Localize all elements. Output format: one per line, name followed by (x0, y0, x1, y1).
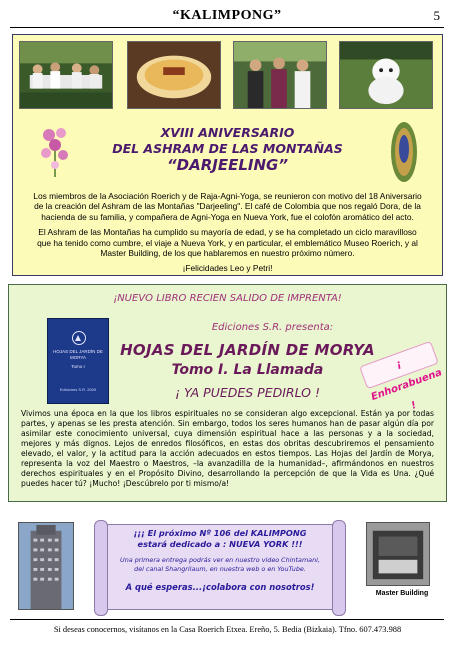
photo-dog (339, 41, 433, 109)
anniversary-line-3: “DARJEELING” (166, 156, 288, 174)
book-title: HOJAS DEL JARDÍN DE MORYA (120, 341, 375, 359)
page-number: 5 (433, 8, 440, 23)
book-headline: ¡NUEVO LIBRO RECIEN SALIDO DE IMPRENTA! (113, 293, 342, 304)
scroll-roll-left (94, 520, 108, 616)
book-cover-edition: Ediciones S.R. 2009 (59, 387, 97, 392)
header-divider (10, 27, 444, 28)
footer-divider (10, 619, 444, 620)
next-issue-line-4: del canal Shangrilaum, en nuestra web o en YouTube. (134, 565, 306, 573)
photo-cake (127, 41, 221, 109)
book-promo-section (8, 284, 447, 502)
anniversary-section (12, 34, 443, 276)
book-volume: Tomo I. La Llamada (171, 362, 324, 378)
book-cover-subtitle: Tomo I (71, 364, 85, 369)
next-issue-announcement (110, 528, 330, 550)
book-call-to-action: ¡ YA PUEDES PEDIRLO ! (174, 385, 321, 400)
anniversary-paragraph-2: El Ashram de las Montañas ha cumplido su mayoría de edad, y se ha completado un ciclo maravilloso que ha tenido como cumbre, el viaje a Nueva York, y en particular, el emblemático Museo Roerich, y al Master Building, de los que hablaremos en nuestro próximo número. (37, 227, 418, 259)
book-cover-title: HOJAS DEL JARDÍN DE MORYA (53, 349, 103, 360)
congrats-badge: ¡ Enhorabuena ! (359, 341, 439, 390)
anniversary-title (73, 125, 382, 173)
photo-group-garden (19, 41, 113, 109)
page-header (10, 6, 444, 28)
anniversary-line-1: XVIII ANIVERSARIO (160, 125, 295, 140)
master-building-caption: Master Building (375, 590, 429, 597)
photo-master-building (366, 522, 430, 586)
next-issue-cta: A qué esperas...¡colabora con nosotros! (125, 582, 315, 592)
next-issue-video-note (110, 556, 330, 574)
anniversary-paragraph-1: Los miembros de la Asociación Roerich y de Raja-Agni-Yoga, se reunieron con motivo del 18 Aniversario de la creación del Ashram de las Montañas "Darjeeling". El café de Colombia que nos regaló Dora, de la hacienda de su familia, y compañera de Agni-Yoga en Nueva York, fue el colofón aromático del acto. (33, 191, 422, 222)
book-logo-icon (72, 331, 86, 345)
next-issue-line-3: Una primera entrega podrás ver en nuestro video Chintamani, (120, 556, 320, 564)
book-cover (47, 318, 109, 404)
scroll-roll-right (332, 520, 346, 616)
footer-contact: Si deseas conocernos, visítanos en la Casa Roerich Etxea. Ereño, 5. Bedia (Bizkaia). Tfno. 607.473.988 (53, 625, 402, 634)
book-description: Vivimos una época en la que los libros espirituales no se consideran algo excepcional. Están ya por todas partes, y apenas se les presta atención. Sin embargo, todos los seres humanos han de pasar algún día por asimilar este conocimiento universal, cuya dimensión espiritual hace a las personas y a la sociedad, mejores y más dignos. Lejos de enredos filosóficos, en estas dos obritas descubriremos el pensamiento elevado, el valor, y la actitud para la acción adecuados en estos tiempos. Las Hojas del Jardín de Morya, representa la voz del Maestro o Maestros, –la avanzadilla de la humanidad–, afirmándonos en nuestros derechos espirituales y en el Propósito Divino, desarrollando la percepción de que la Vida es Una. ¿Qué puedes hacer tú? ¡Mucho! ¡Descúbrelo por ti mismo/a! (21, 409, 434, 488)
anniversary-line-2: DEL ASHRAM DE LAS MONTAÑAS (112, 141, 343, 156)
next-issue-scroll (92, 520, 348, 616)
ornament-icon (388, 119, 420, 185)
anniversary-body (31, 191, 424, 279)
next-issue-line-2: estará dedicado a : NUEVA YORK !!! (137, 539, 303, 549)
book-publisher: Ediciones S.R. presenta: (211, 322, 334, 333)
photo-group-portrait (233, 41, 327, 109)
anniversary-closing: ¡Felicidades Leo y Petri! (182, 263, 273, 274)
next-issue-line-1: ¡¡¡ El próximo Nº 106 del KALIMPONG (133, 528, 307, 538)
orchid-icon (35, 121, 75, 177)
photo-skyscraper (18, 522, 74, 610)
newsletter-title: “KALIMPONG” (172, 8, 282, 23)
